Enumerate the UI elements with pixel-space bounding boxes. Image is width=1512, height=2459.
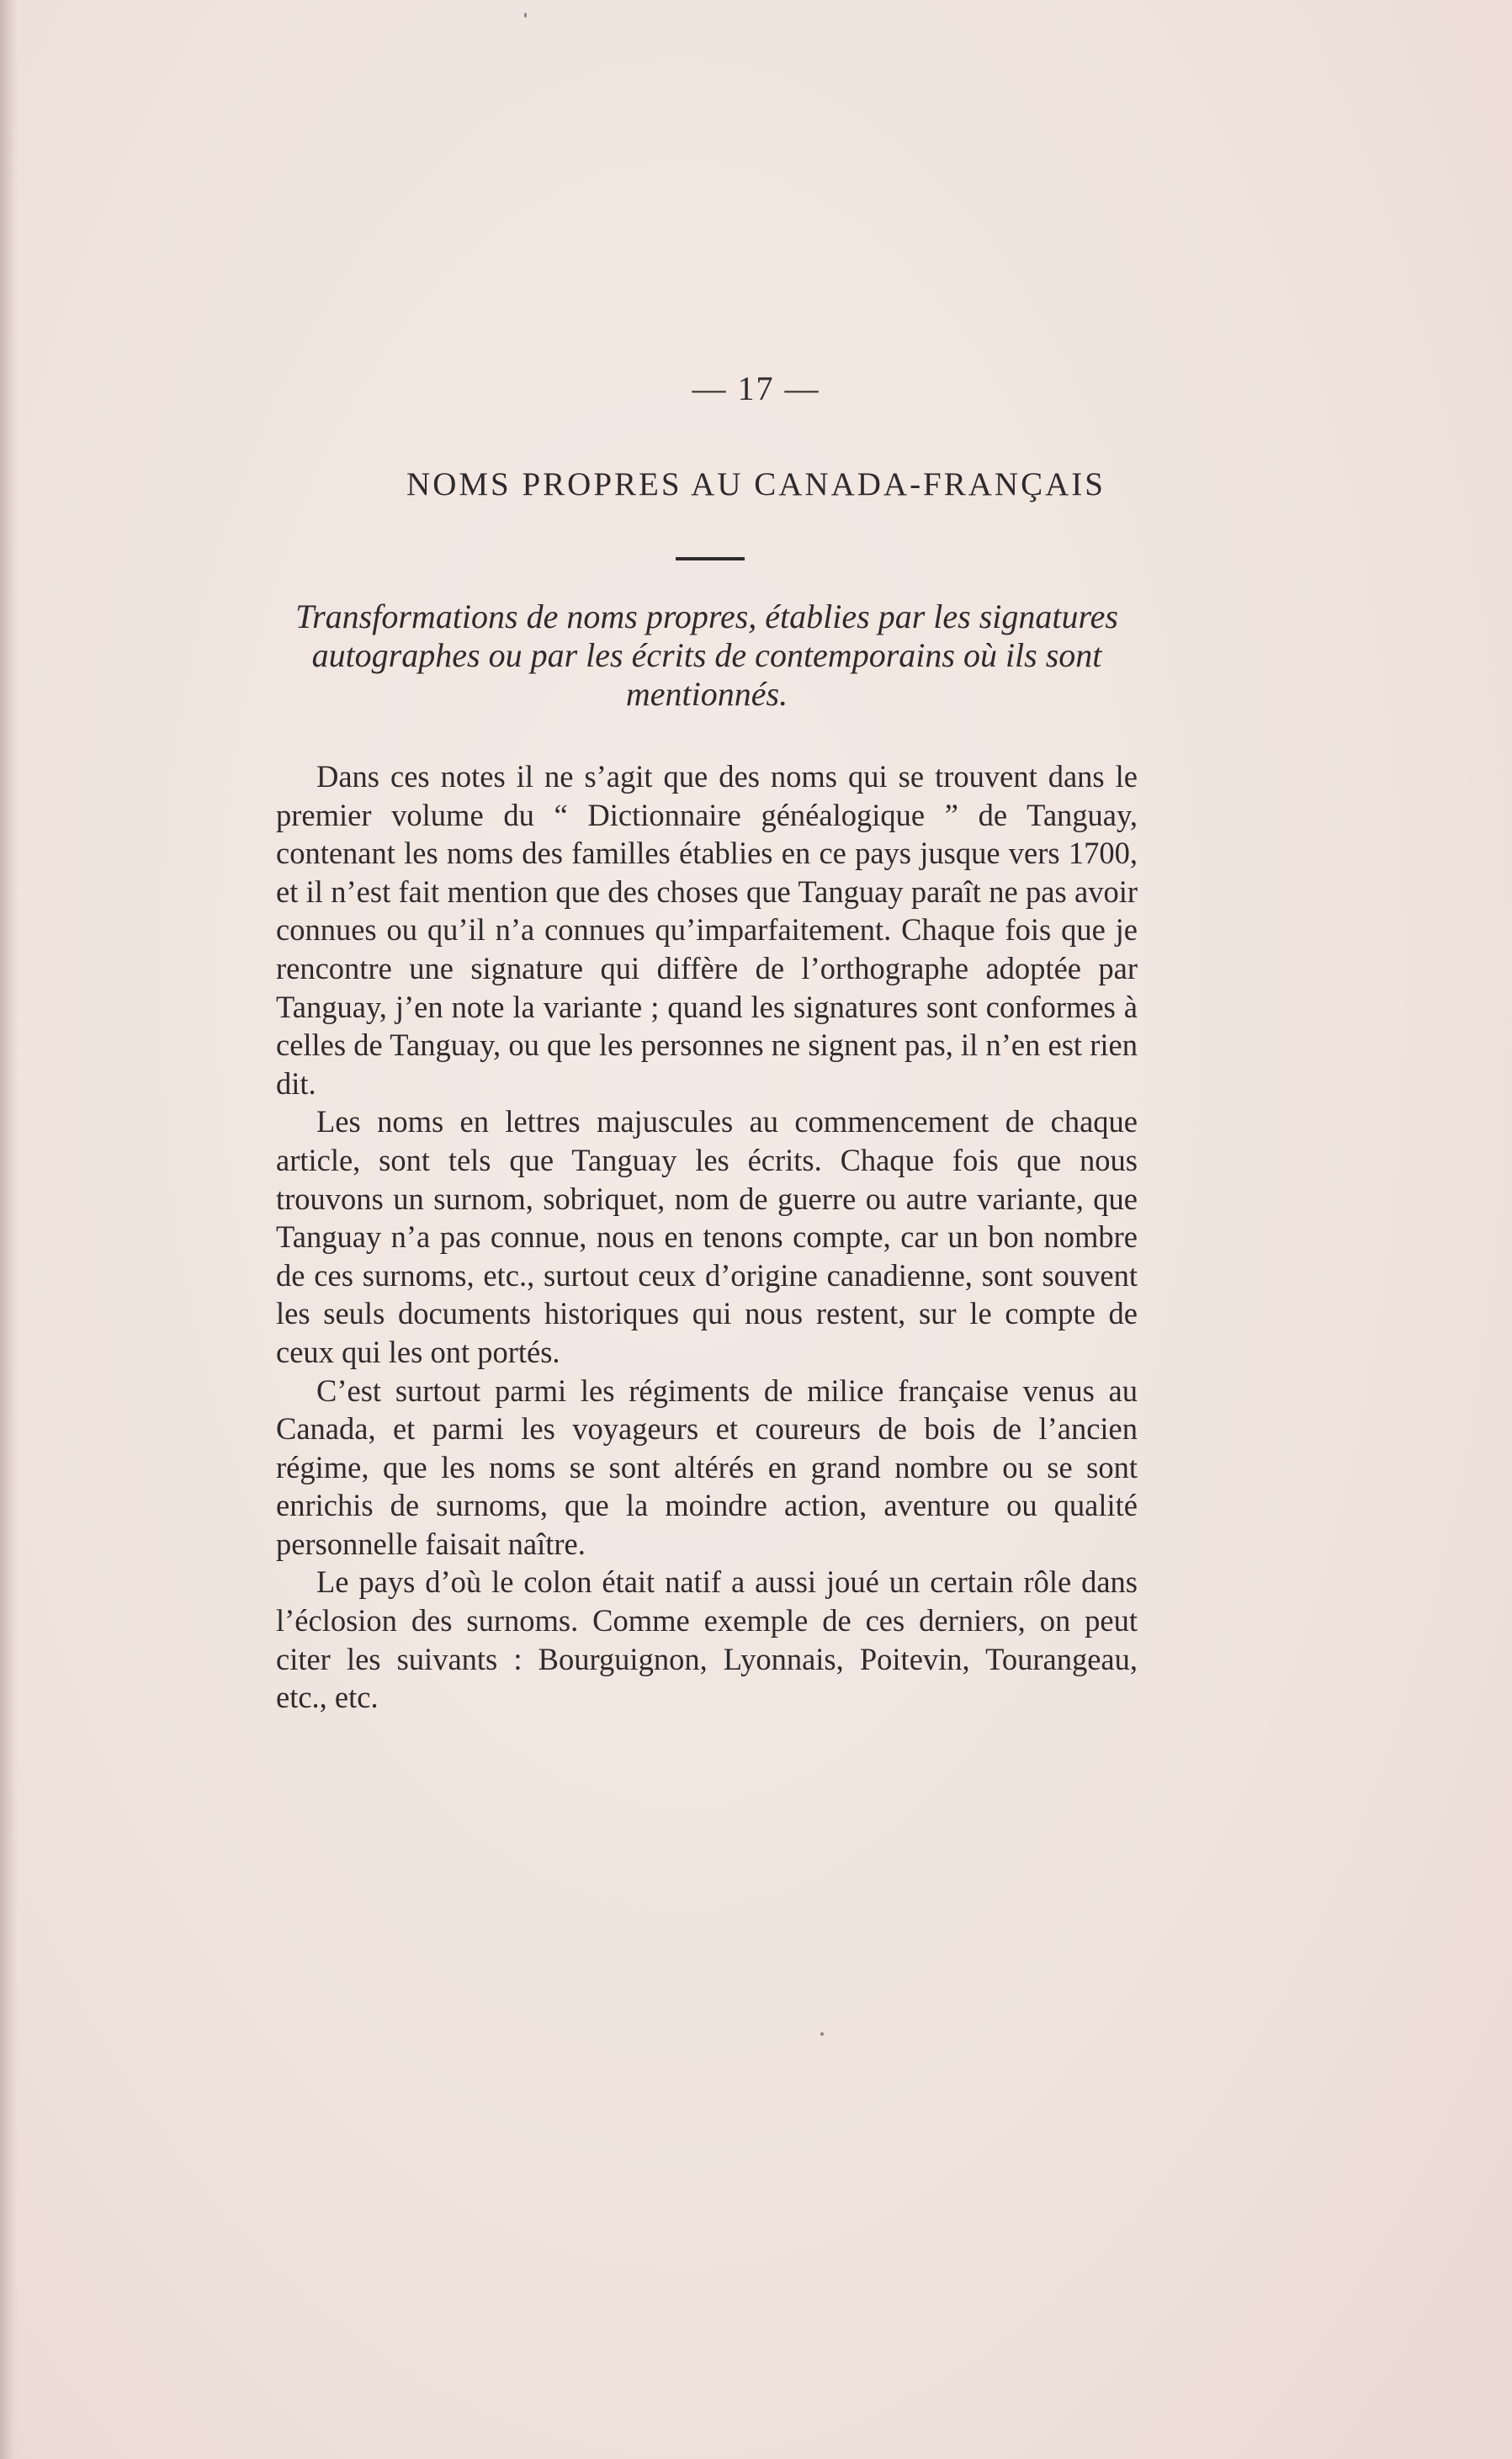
section-title: NOMS PROPRES AU CANADA-FRANÇAIS — [406, 466, 1106, 502]
paragraph-2: Les noms en lettres majuscules au commencement de chaque article, sont tels que Tanguay les écrits. Chaque fois que nous trouvons un surnom, sobriquet, nom de guerre ou autre variante, que Tanguay n’a pas connue, nous en tenons compte, car un bon nombre de ces surnoms, etc., surtout ceux d’origine canadienne, sont souvent les seuls documents historiques qui nous restent, sur le compte de ceux qui les ont portés. — [276, 1104, 1138, 1369]
paper-speck — [820, 2032, 824, 2036]
paragraph-1: Dans ces notes il ne s’agit que des noms qui se trouvent dans le premier volume du “ Dictionnaire généalogique ” de Tanguay, contenant les noms des familles établies en ce pays jusque vers 1700, et il n’est fait mention que des choses que Tanguay paraît ne pas avoir connues ou qu’il n’a connues qu’imparfaitement. Chaque fois que je rencontre une signature qui diffère de l’orthographe adoptée par Tanguay, j’en note la variante ; quand les signatures sont conformes à celles de Tanguay, ou que les personnes ne signent pas, il n’en est rien dit. — [276, 759, 1138, 1101]
body-text — [276, 757, 1138, 1717]
paragraph-3: C’est surtout parmi les régiments de milice française venus au Canada, et parmi les voyageurs et coureurs de bois de l’ancien régime, que les noms se sont altérés en grand nombre ou se sont enrichis de surnoms, que la moindre action, aventure ou qualité personnelle faisait naître. — [276, 1373, 1138, 1561]
paragraph-4: Le pays d’où le colon était natif a aussi joué un certain rôle dans l’éclosion des surnoms. Comme exemple de ces derniers, on peut citer les suivants : Bourguignon, Lyonnais, Poitevin, Tourangeau, etc., etc. — [276, 1564, 1138, 1715]
paper-speck — [524, 13, 527, 18]
title-rule — [676, 557, 745, 560]
page-number: — 17 — — [692, 369, 820, 407]
section-subtitle: Transformations de noms propres, établies par les signatures autographes ou par les écrits de contemporains où ils sont mentionnés. — [295, 597, 1118, 713]
